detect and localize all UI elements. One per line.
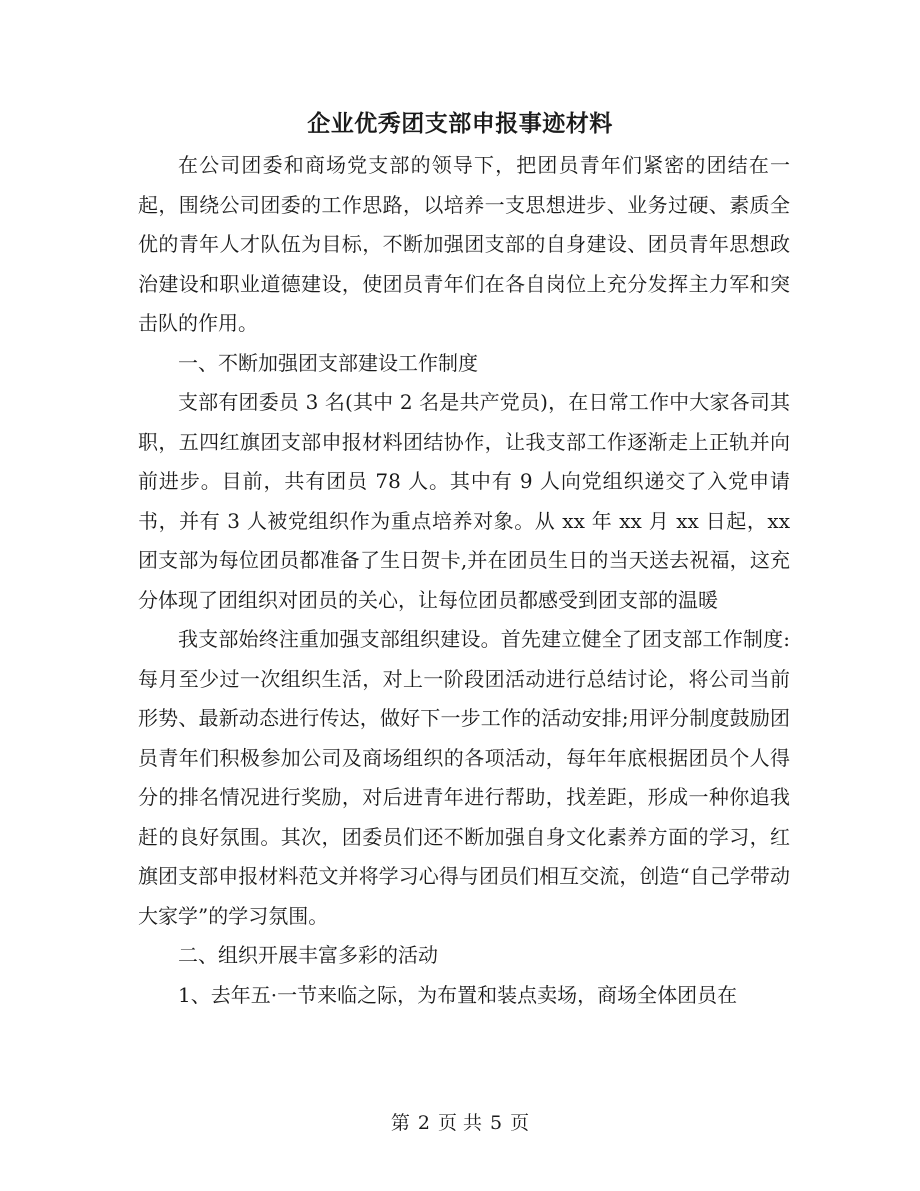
page-footer [0, 1108, 920, 1138]
document-body [138, 146, 790, 1015]
footer-total-pages: 5 [490, 1112, 503, 1134]
section-heading-1: 一、不断加强团支部建设工作制度 [178, 350, 478, 375]
section-heading-2: 二、组织开展丰富多彩的活动 [178, 943, 438, 967]
footer-prefix: 第 [390, 1112, 410, 1134]
paragraph-membership: 支部有团委员 3 名(其中 2 名是共产党员)，在日常工作中大家各司其职，五四红旗团支部申报材料团结协作，让我支部工作逐渐走上正轨并向前进步。目前，共有团员 78 人。其中有 9 人向党组织递交了入党申请书，并有 3 人被党组织作为重点培养对象。从 xx 年 xx 月 xx 日起，xx 团支部为每位团员都准备了生日贺卡,并在团员生日的当天送去祝福，这充分体现了团组织对团员的关心，让每位团员都感受到团支部的温暖 [138, 390, 790, 612]
footer-mid: 页 共 [437, 1112, 483, 1134]
paragraph-organization: 我支部始终注重加强支部组织建设。首先建立健全了团支部工作制度:每月至少过一次组织生活，对上一阶段团活动进行总结讨论，将公司当前形势、最新动态进行传达，做好下一步工作的活动安排;用评分制度鼓励团员青年们积极参加公司及商场组织的各项活动，每年年底根据团员个人得分的排名情况进行奖励，对后进青年进行帮助，找差距，形成一种你追我赶的良好氛围。其次，团委员们还不断加强自身文化素养方面的学习，红旗团支部申报材料范文并将学习心得与团员们相互交流，创造“自己学带动大家学”的学习氛围。 [138, 627, 790, 928]
footer-current-page: 2 [417, 1112, 430, 1134]
footer-suffix: 页 [510, 1112, 530, 1134]
paragraph-intro: 在公司团委和商场党支部的领导下，把团员青年们紧密的团结在一起，围绕公司团委的工作思路，以培养一支思想进步、业务过硬、素质全优的青年人才队伍为目标，不断加强团支部的自身建设、团员青年思想政治建设和职业道德建设，使团员青年们在各自岗位上充分发挥主力军和突击队的作用。 [138, 153, 790, 335]
document-title: 企业优秀团支部申报事迹材料 [307, 110, 613, 137]
paragraph-activity-1: 1、去年五·一节来临之际，为布置和装点卖场，商场全体团员在 [178, 982, 738, 1007]
